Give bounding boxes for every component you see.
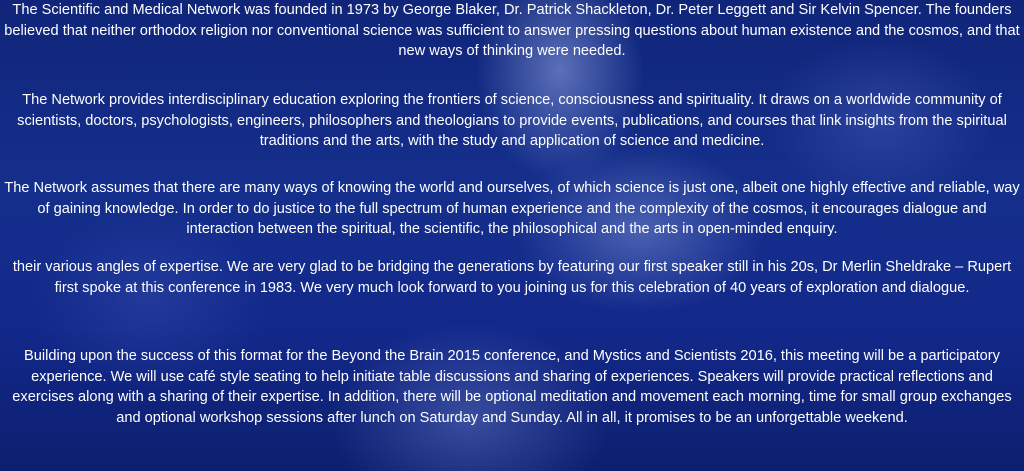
paragraph-network-founding: The Scientific and Medical Network was founded in 1973 by George Blaker, Dr. Patrick Shackleton, Dr. Peter Leggett and Sir Kelvin Spencer. The founders believed that neither orthodox religion nor conventional science was sufficient to answer pressing questions about human existence and the cosmos, and that new ways of thinking were needed.: [4, 2, 1020, 59]
paragraph-participatory-format: Building upon the success of this format for the Beyond the Brain 2015 conference, and Mystics and Scientists 2016, this meeting will be a participatory experience. We will use café style seating to help initiate table discussions and sharing of experiences. Speakers will provide practical reflections and exercises along with a sharing of their expertise. In addition, there will be optional meditation and movement each morning, time for small group exchanges and optional workshop sessions after lunch on Saturday and Sunday. All in all, it promises to be an unforgettable weekend.: [12, 348, 1012, 426]
paragraph-speakers-expertise: their various angles of expertise. We are very glad to be bridging the generations by featuring our first speaker still in his 20s, Dr Merlin Sheldrake – Rupert first spoke at this conference in 1983. We very much look forward to you joining us for this celebration of 40 years of exploration and dialogue.: [12, 259, 1012, 296]
paragraph-ways-of-knowing: The Network assumes that there are many ways of knowing the world and ourselves, of which science is just one, albeit one highly effective and reliable, way of gaining knowledge. In order to do justice to the full spectrum of human experience and the complexity of the cosmos, it encourages dialogue and interaction between the spiritual, the scientific, the philosophical and the arts in open-minded enquiry.: [4, 180, 1020, 237]
paragraph-network-education: The Network provides interdisciplinary education exploring the frontiers of science, consciousness and spirituality. It draws on a worldwide community of scientists, doctors, psychologists, engineers, philosophers and theologians to provide events, publications, and courses that link insights from the spiritual traditions and the arts, with the study and application of science and medicine.: [17, 92, 1007, 149]
